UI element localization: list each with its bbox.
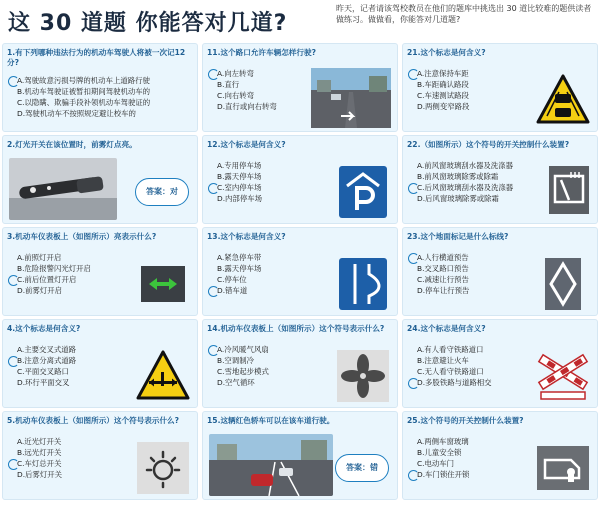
options-list	[211, 252, 331, 296]
options-list	[411, 344, 531, 388]
option-a[interactable]: A.有人看守铁路道口	[417, 345, 484, 354]
question-title: 5.机动车仪表板上（如图所示）这个符号表示什么?	[7, 416, 180, 425]
question-title: 2.灯光开关在该位置时，前雾灯点亮。	[7, 140, 137, 149]
option-b[interactable]: B.交叉路口预告	[417, 264, 469, 273]
options-list	[211, 344, 331, 388]
question-card-4	[2, 319, 198, 408]
question-card-21	[402, 43, 598, 132]
question-card-2	[2, 135, 198, 224]
option-b[interactable]: B.车距确认路段	[417, 80, 469, 89]
intro-text: 昨天，记者请该驾校教员在他们的题库中挑选出 30 道比较难的题供读者做练习。做做看，你能答对几道题?	[336, 4, 592, 24]
option-c[interactable]: C.电动车门	[417, 459, 455, 468]
option-c[interactable]: C.减速让行预告	[417, 275, 469, 284]
indicator-light-icon	[135, 256, 191, 312]
option-b[interactable]: B.露天停车场	[217, 264, 262, 273]
question-title: 22.（如图所示）这个符号的开关控制什么装置?	[407, 140, 570, 149]
options-list	[411, 252, 531, 296]
question-card-15	[202, 411, 398, 500]
option-c[interactable]: C.室内停车场	[211, 182, 331, 193]
question-title: 25.这个符号的开关控制什么装置?	[407, 416, 524, 425]
option-a[interactable]: A.紧急停车带	[217, 253, 262, 262]
question-card-24	[402, 319, 598, 408]
option-a[interactable]: A.主要交叉式道路	[17, 345, 77, 354]
option-b[interactable]: B.前风窗玻璃除雾或除霜	[417, 172, 499, 181]
options-list	[211, 160, 331, 204]
option-c[interactable]: C.停车位	[217, 275, 247, 284]
option-b[interactable]: B.机动车驾驶证被暂扣期间驾驶机动车的	[17, 87, 151, 96]
question-title: 3.机动车仪表板上（如图所示）亮表示什么?	[7, 232, 157, 241]
option-b[interactable]: B.注意分离式道路	[11, 355, 131, 366]
option-a[interactable]: A.驾驶故意污损号牌的机动车上道路行驶	[11, 75, 197, 86]
option-b[interactable]: B.空调制冷	[217, 356, 254, 365]
question-title: 21.这个标志是何含义?	[407, 48, 486, 57]
option-d[interactable]: D.错车道	[211, 285, 331, 296]
question-card-12	[202, 135, 398, 224]
option-a[interactable]: A.近光灯开关	[17, 437, 62, 446]
option-b[interactable]: B.危险报警闪光灯开启	[17, 264, 91, 273]
passing-lane-sign-icon	[335, 256, 391, 312]
parking-sign-icon	[335, 164, 391, 220]
option-d[interactable]: D.前雾灯开启	[17, 286, 62, 295]
option-a[interactable]: A.两侧车窗玻璃	[417, 437, 469, 446]
fan-icon	[335, 348, 391, 404]
option-d[interactable]: D.内部停车场	[217, 194, 262, 203]
keep-distance-sign-icon	[535, 72, 591, 128]
question-card-14	[202, 319, 398, 408]
answer-badge: 答案：错	[335, 454, 389, 482]
options-list	[411, 436, 531, 480]
option-d[interactable]: D.直行或向右转弯	[217, 102, 277, 111]
warning-sign-icon	[135, 348, 191, 404]
option-c[interactable]: C.后风窗玻璃刮水器及洗涤器	[411, 182, 561, 193]
question-title: 13.这个标志是何含义?	[207, 232, 286, 241]
options-list	[11, 252, 131, 296]
option-c[interactable]: C.车速测试路段	[417, 91, 469, 100]
question-title: 1.有下列哪种违法行为的机动车驾驶人将被一次记12分?	[7, 48, 186, 67]
question-card-3	[2, 227, 198, 316]
question-card-22	[402, 135, 598, 224]
option-a[interactable]: A.前风窗玻璃刮水器及洗涤器	[417, 161, 513, 170]
option-a[interactable]: A.专用停车场	[217, 161, 262, 170]
railway-crossing-sign-icon	[535, 348, 591, 404]
question-card-13	[202, 227, 398, 316]
option-d[interactable]: D.驾驶机动车不按照规定避让校车的	[17, 109, 136, 118]
question-title: 11.这个路口允许车辆怎样行驶?	[207, 48, 316, 57]
question-card-1	[2, 43, 198, 132]
answer-badge: 答案：对	[135, 178, 189, 206]
question-card-11	[202, 43, 398, 132]
option-b[interactable]: B.注意避让火车	[417, 356, 469, 365]
question-title: 24.这个标志是何含义?	[407, 324, 486, 333]
options-list	[411, 68, 531, 112]
option-a[interactable]: A.冷风暖气风扇	[211, 344, 331, 355]
option-a[interactable]: A.人行横道预告	[411, 252, 531, 263]
option-a[interactable]: A.注意保持车距	[411, 68, 531, 79]
question-title: 4.这个标志是何含义?	[7, 324, 81, 333]
option-a[interactable]: A.向左转弯	[211, 68, 331, 79]
option-d[interactable]: D.两侧变窄路段	[417, 102, 470, 111]
page-header	[0, 0, 600, 40]
option-c[interactable]: C.雪地起步模式	[217, 367, 269, 376]
option-b[interactable]: B.直行	[217, 80, 240, 89]
light-switch-photo	[9, 158, 117, 220]
option-c[interactable]: C.前后位置灯开启	[11, 274, 131, 285]
option-b[interactable]: B.露天停车场	[217, 172, 262, 181]
option-d[interactable]: D.停车让行预告	[417, 286, 470, 295]
rear-wiper-icon	[547, 164, 591, 216]
question-card-23	[402, 227, 598, 316]
page-title: 这 30 道题 你能答对几道?	[8, 11, 288, 36]
option-c[interactable]: C.向右转弯	[217, 91, 255, 100]
option-d[interactable]: D.车门锁住开锁	[411, 469, 531, 480]
question-card-5	[2, 411, 198, 500]
question-card-25	[402, 411, 598, 500]
options-list	[411, 160, 561, 204]
options-list	[11, 436, 131, 480]
option-d[interactable]: D.后雾灯开关	[17, 470, 62, 479]
options-list	[11, 344, 131, 388]
option-b[interactable]: B.儿童安全锁	[417, 448, 462, 457]
intersection-photo	[311, 68, 391, 128]
question-title: 23.这个地面标记是什么标线?	[407, 232, 509, 241]
option-d[interactable]: D.后风窗玻璃除雾或除霜	[417, 194, 499, 203]
door-lock-switch-icon	[535, 440, 591, 496]
road-marking-diamond-icon	[535, 256, 591, 312]
option-c[interactable]: C.平面交叉路口	[17, 367, 69, 376]
option-d[interactable]: D.空气循环	[217, 378, 255, 387]
question-title: 14.机动车仪表板上（如图所示）这个符号表示什么?	[207, 324, 385, 333]
option-c[interactable]: C.以隐瞒、欺骗手段补领机动车驾驶证的	[17, 98, 151, 107]
option-b[interactable]: B.远光灯开关	[17, 448, 62, 457]
option-d[interactable]: D.环行平面交叉	[17, 378, 70, 387]
light-bulb-icon	[135, 440, 191, 496]
question-title: 15.这辆红色轿车可以在该车道行驶。	[207, 416, 335, 425]
option-c[interactable]: C.车灯总开关	[11, 458, 131, 469]
question-title: 12.这个标志是何含义?	[207, 140, 286, 149]
option-c[interactable]: C.无人看守铁路道口	[417, 367, 484, 376]
options-list	[11, 75, 197, 119]
road-lane-photo	[209, 434, 333, 496]
option-a[interactable]: A.前照灯开启	[17, 253, 62, 262]
option-d[interactable]: D.多股铁路与道路相交	[411, 377, 531, 388]
